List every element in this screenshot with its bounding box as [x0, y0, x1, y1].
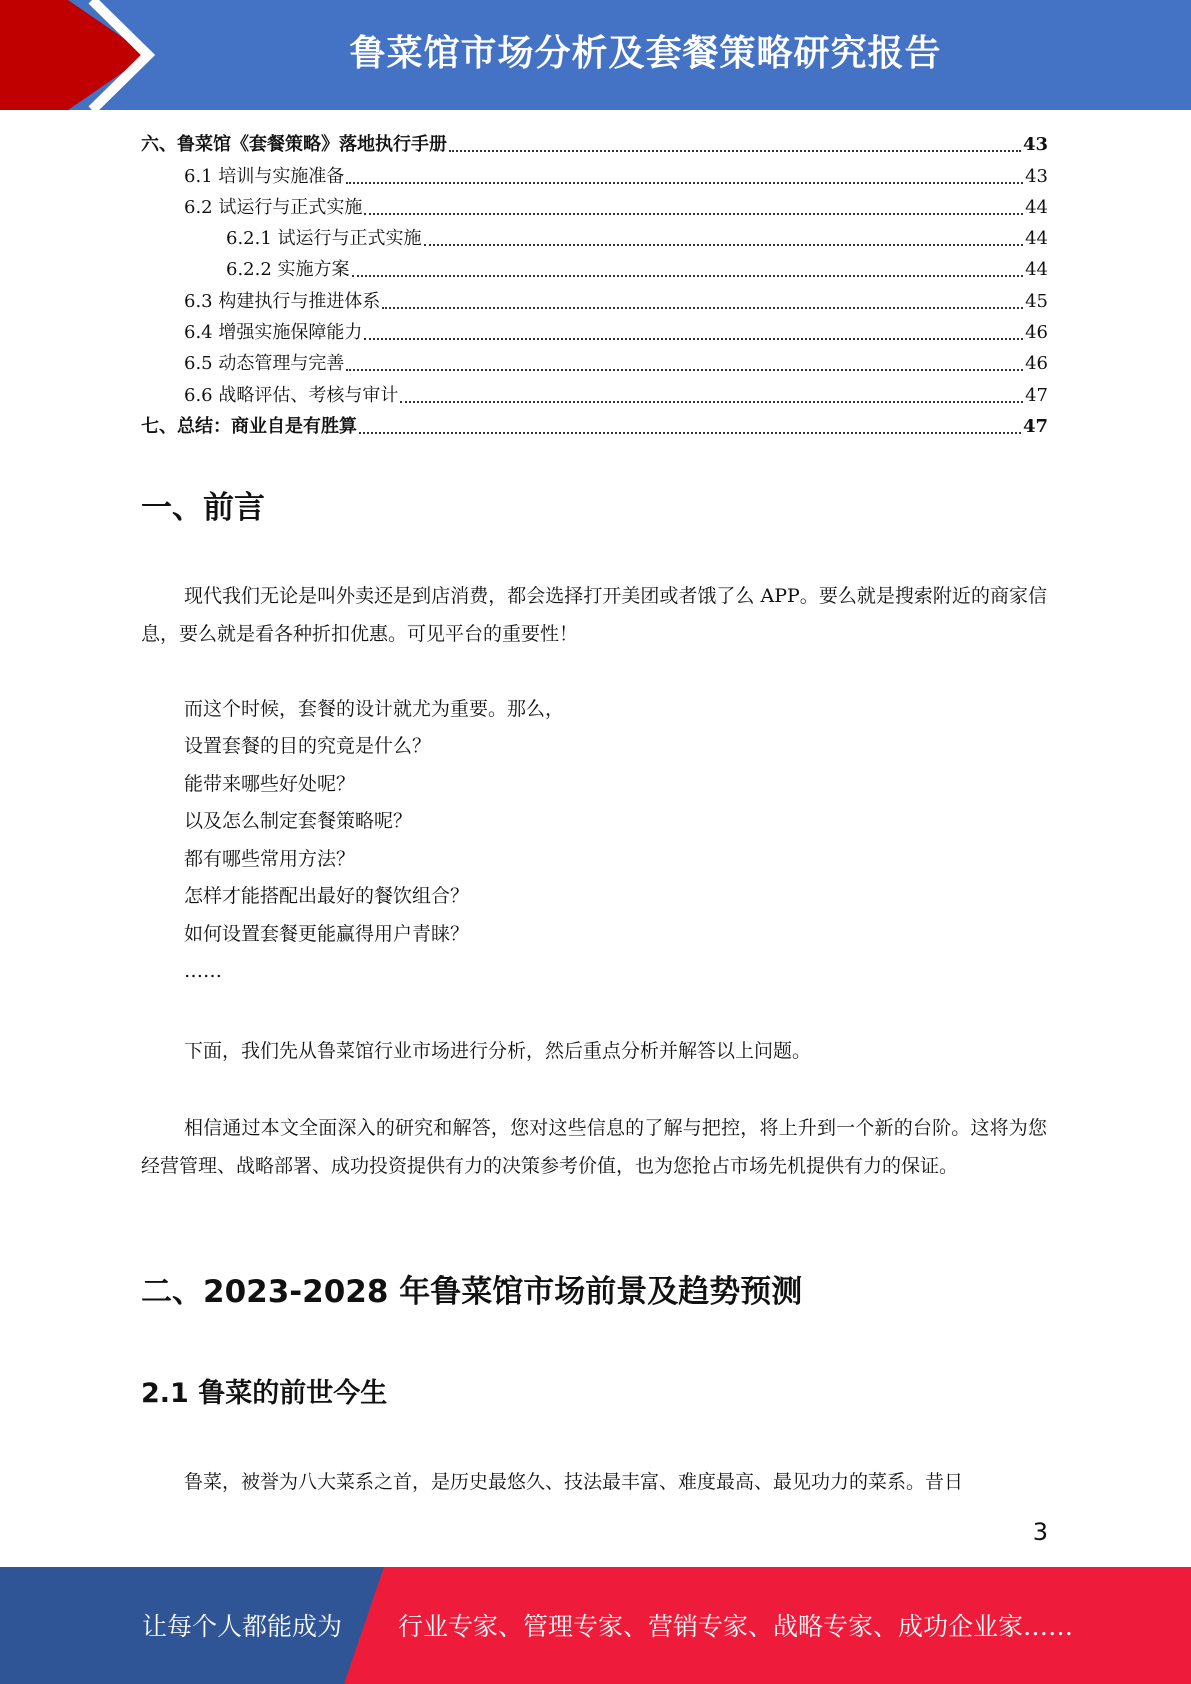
preface-question-line: 以及怎么制定套餐策略呢？: [184, 810, 413, 832]
toc-entry-text: 七、总结：商业自是有胜算: [141, 415, 357, 437]
page-footer: [0, 1567, 1191, 1684]
toc-leader-dots: [346, 182, 1023, 184]
toc-entry-page: 44: [1025, 196, 1048, 218]
toc-entry-text: 6.6 战略评估、考核与审计: [184, 384, 399, 406]
preface-paragraph-2: 下面，我们先从鲁菜馆行业市场进行分析，然后重点分析并解答以上问题。: [184, 1040, 812, 1062]
subsection-heading-history: 2.1 鲁菜的前世今生: [141, 1378, 388, 1409]
toc-entry-text: 6.2 试运行与正式实施: [184, 196, 363, 218]
toc-entry[interactable]: [141, 378, 1048, 409]
section-heading-preface: 一、前言: [141, 490, 265, 526]
toc-entry[interactable]: [141, 128, 1048, 159]
toc-leader-dots: [364, 213, 1023, 215]
toc-entry-page: 43: [1022, 134, 1048, 156]
toc-leader-dots: [359, 432, 1021, 434]
toc-entry-text: 6.4 增强实施保障能力: [184, 322, 363, 344]
toc-entry[interactable]: [141, 410, 1048, 441]
toc-entry-text: 6.2.1 试运行与正式实施: [226, 228, 422, 250]
toc-entry[interactable]: [141, 347, 1048, 378]
toc-leader-dots: [352, 275, 1024, 277]
toc-entry[interactable]: [141, 222, 1048, 253]
preface-question-line: 怎样才能搭配出最好的餐饮组合？: [184, 885, 470, 907]
toc-leader-dots: [364, 338, 1023, 340]
footer-slogan-right: 行业专家、管理专家、营销专家、战略专家、成功企业家……: [398, 1612, 1074, 1641]
toc-entry-page: 45: [1025, 290, 1048, 312]
preface-question-line: 设置套餐的目的究竟是什么？: [184, 735, 432, 757]
page-number: 3: [1032, 1518, 1048, 1546]
preface-question-line: 能带来哪些好处呢？: [184, 773, 356, 795]
toc-leader-dots: [346, 369, 1023, 371]
toc-entry-text: 6.5 动态管理与完善: [184, 353, 345, 375]
toc-entry-page: 46: [1025, 353, 1048, 375]
toc-entry-page: 47: [1022, 415, 1048, 437]
toc-leader-dots: [382, 307, 1023, 309]
toc-entry[interactable]: [141, 191, 1048, 222]
toc-entry[interactable]: [141, 159, 1048, 190]
preface-paragraph-1: 现代我们无论是叫外卖还是到店消费，都会选择打开美团或者饿了么 APP。要么就是搜索附近的商家信息，要么就是看各种折扣优惠。可见平台的重要性！: [141, 585, 1047, 645]
toc-entry[interactable]: [141, 316, 1048, 347]
toc-entry-page: 47: [1025, 384, 1048, 406]
toc-leader-dots: [449, 150, 1021, 152]
toc-entry-page: 43: [1025, 165, 1048, 187]
history-paragraph-1: 鲁菜，被誉为八大菜系之首，是历史最悠久、技法最丰富、难度最高、最见功力的菜系。昔日: [184, 1471, 964, 1493]
page-header: [0, 0, 1191, 110]
toc-leader-dots: [400, 401, 1023, 403]
toc-entry-page: 44: [1025, 228, 1048, 250]
toc-entry-text: 6.3 构建执行与推进体系: [184, 290, 381, 312]
preface-question-line: ……: [184, 960, 222, 982]
toc-entry-page: 46: [1025, 322, 1048, 344]
preface-paragraph-3: 相信通过本文全面深入的研究和解答，您对这些信息的了解与把控，将上升到一个新的台阶。这将为您经营管理、战略部署、成功投资提供有力的决策参考价值，也为您抢占市场先机提供有力的保证。: [141, 1117, 1047, 1177]
document-title: 鲁菜馆市场分析及套餐策略研究报告: [349, 33, 942, 74]
toc-entry-text: 6.1 培训与实施准备: [184, 165, 345, 187]
footer-slogan-left: 让每个人都能成为: [142, 1612, 343, 1641]
toc-entry-text: 6.2.2 实施方案: [226, 259, 350, 281]
toc-entry-page: 44: [1025, 259, 1048, 281]
preface-question-line: 都有哪些常用方法？: [184, 848, 356, 870]
toc-entry-text: 六、鲁菜馆《套餐策略》落地执行手册: [141, 134, 447, 156]
toc-entry[interactable]: [141, 253, 1048, 284]
toc-leader-dots: [424, 244, 1024, 246]
toc-entry[interactable]: [141, 284, 1048, 315]
preface-question-line: 而这个时候，套餐的设计就尤为重要。那么，: [184, 698, 565, 720]
preface-question-line: 如何设置套餐更能赢得用户青睐？: [184, 923, 470, 945]
section-heading-market-outlook: 二、2023-2028 年鲁菜馆市场前景及趋势预测: [141, 1274, 803, 1310]
table-of-contents: [141, 128, 1048, 441]
